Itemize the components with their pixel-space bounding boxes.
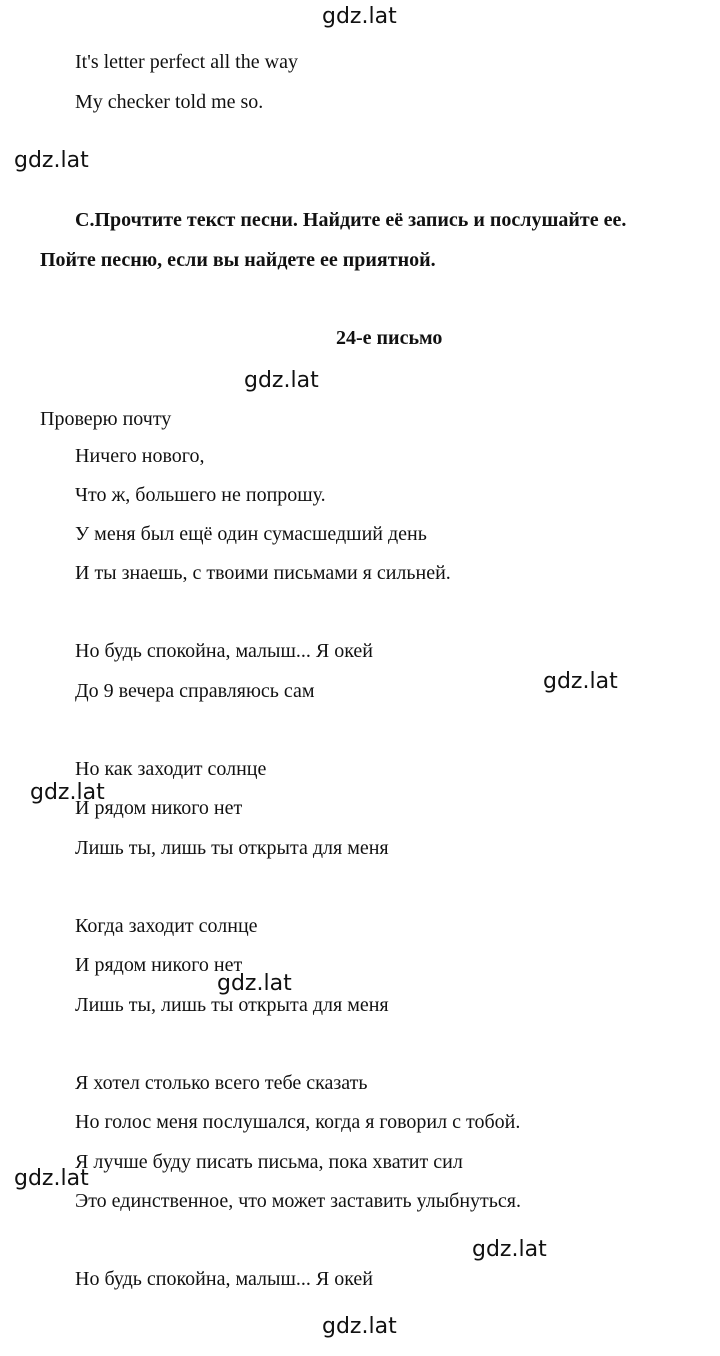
song-line: И ты знаешь, с твоими письмами я сильней. xyxy=(75,562,451,584)
song-line: Но голос меня послушался, когда я говорил с тобой. xyxy=(75,1111,521,1133)
watermark: gdz.lat xyxy=(14,1166,89,1191)
watermark: gdz.lat xyxy=(322,4,397,29)
watermark: gdz.lat xyxy=(472,1237,547,1262)
watermark: gdz.lat xyxy=(217,971,292,996)
english-line-1: It's letter perfect all the way xyxy=(75,51,298,73)
english-line-2: My checker told me so. xyxy=(75,91,264,113)
song-line: Но будь спокойна, малыш... Я окей xyxy=(75,1268,373,1290)
task-line-2: Пойте песню, если вы найдете ее приятной. xyxy=(40,249,436,271)
watermark: gdz.lat xyxy=(543,669,618,694)
song-line: Что ж, большего не попрошу. xyxy=(75,484,326,506)
song-line: И рядом никого нет xyxy=(75,797,243,819)
song-line: Я лучше буду писать письма, пока хватит сил xyxy=(75,1151,463,1173)
task-line-1: C.Прочтите текст песни. Найдите её запись и послушайте ее. xyxy=(75,209,627,231)
song-line: Когда заходит солнце xyxy=(75,915,258,937)
song-line: Но как заходит солнце xyxy=(75,758,267,780)
song-line: Это единственное, что может заставить улыбнуться. xyxy=(75,1190,521,1212)
watermark: gdz.lat xyxy=(14,148,89,173)
song-line: Но будь спокойна, малыш... Я окей xyxy=(75,640,373,662)
song-line: И рядом никого нет xyxy=(75,954,243,976)
song-line: У меня был ещё один сумасшедший день xyxy=(75,523,427,545)
song-line: Ничего нового, xyxy=(75,445,205,467)
watermark: gdz.lat xyxy=(322,1314,397,1339)
song-line: Проверю почту xyxy=(40,408,172,430)
song-line: Лишь ты, лишь ты открыта для меня xyxy=(75,994,389,1016)
watermark: gdz.lat xyxy=(30,780,105,805)
song-line: До 9 вечера справляюсь сам xyxy=(75,680,315,702)
song-line: Лишь ты, лишь ты открыта для меня xyxy=(75,837,389,859)
song-title: 24-е письмо xyxy=(336,327,443,349)
watermark: gdz.lat xyxy=(244,368,319,393)
song-line: Я хотел столько всего тебе сказать xyxy=(75,1072,368,1094)
